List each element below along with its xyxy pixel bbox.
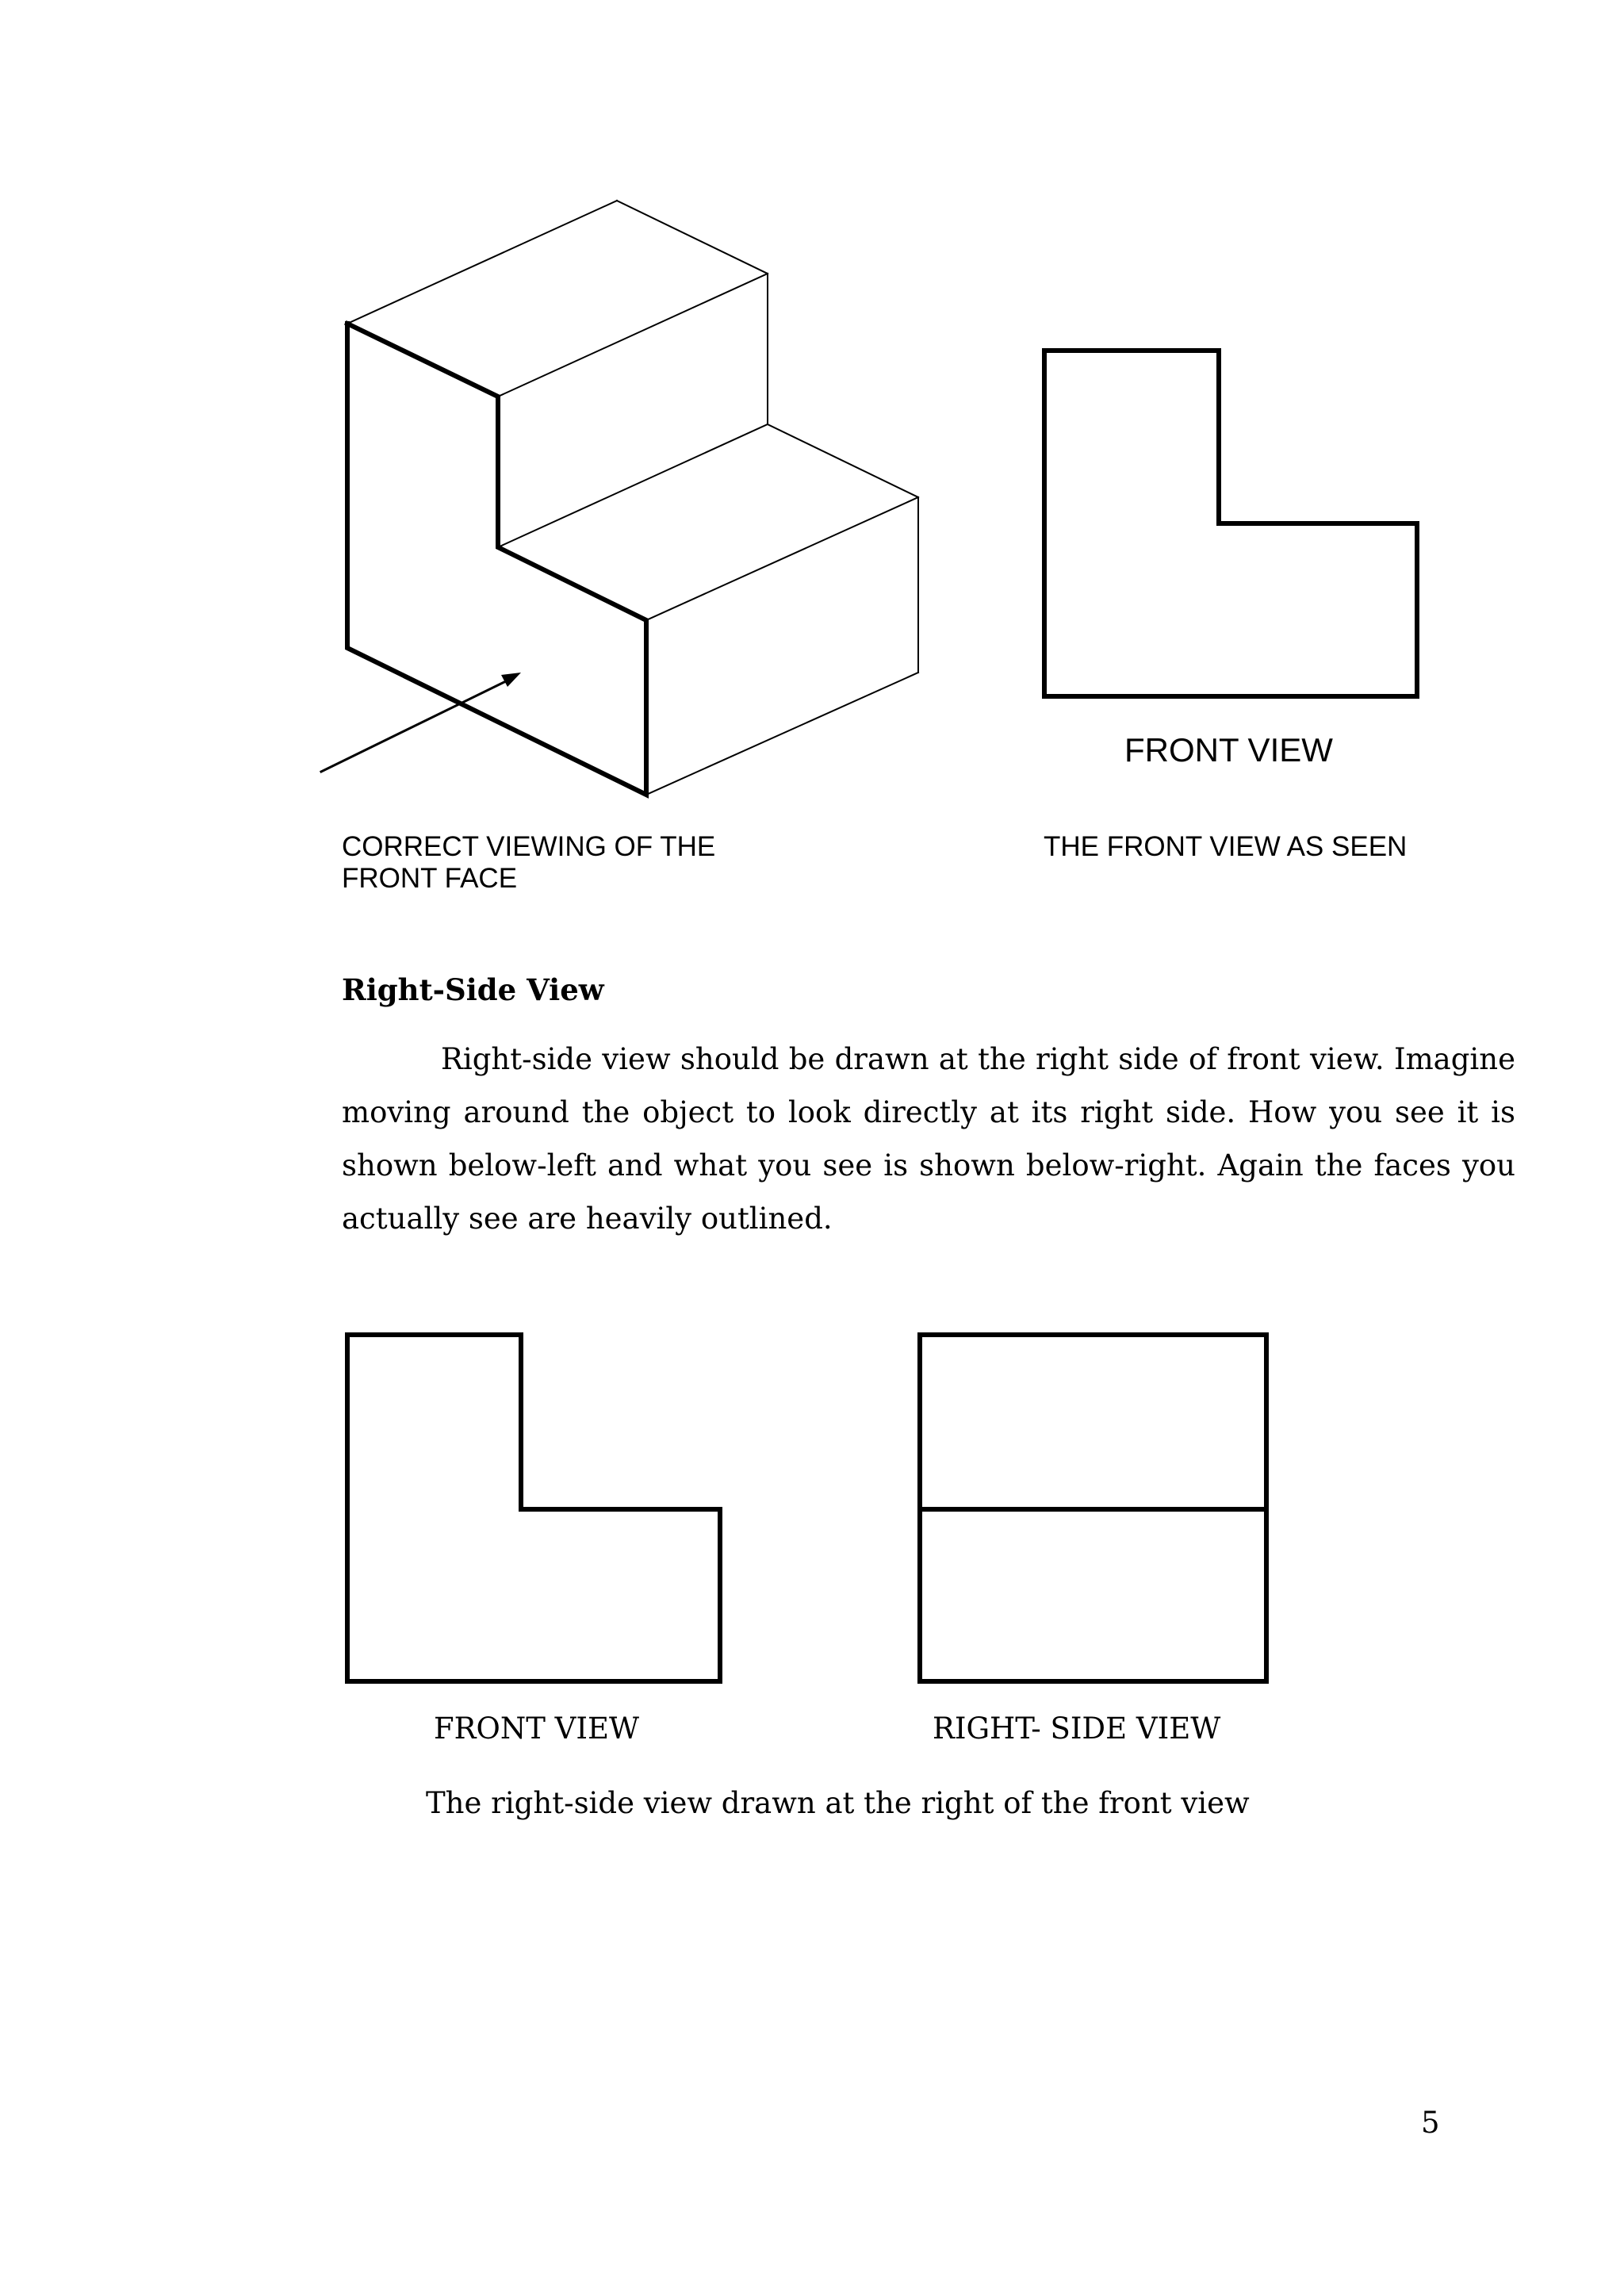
- front-view-diagram-top: [1027, 337, 1423, 710]
- front-view-label-top: FRONT VIEW: [1124, 731, 1333, 769]
- figure-caption: The right-side view drawn at the right of the front view: [426, 1786, 1250, 1820]
- right-side-view-label: RIGHT- SIDE VIEW: [933, 1711, 1221, 1746]
- viewing-direction-arrow: [321, 680, 508, 772]
- isometric-stepped-block-figure: [301, 186, 936, 813]
- body-paragraph: Right-side view should be drawn at the right side of front view. Imagine moving around the object to look directly at its right side. How you see it is shown below-left and what you see is shown below-right. Again the faces you actually see are heavily outlined.: [342, 1042, 1515, 1236]
- isometric-front-face-outline: [347, 324, 646, 795]
- caption-front-view-as-seen: THE FRONT VIEW AS SEEN: [1044, 831, 1408, 862]
- front-view-diagram-bottom: [337, 1320, 733, 1693]
- arrow-head: [501, 673, 521, 687]
- isometric-hidden-edges: [347, 201, 918, 795]
- caption-correct-viewing: CORRECT VIEWING OF THE FRONT FACE: [342, 831, 716, 894]
- page-number: 5: [1421, 2106, 1440, 2140]
- right-side-view-diagram: [908, 1320, 1281, 1693]
- section-heading: Right-Side View: [342, 972, 604, 1007]
- front-view-label-bottom: FRONT VIEW: [434, 1711, 640, 1746]
